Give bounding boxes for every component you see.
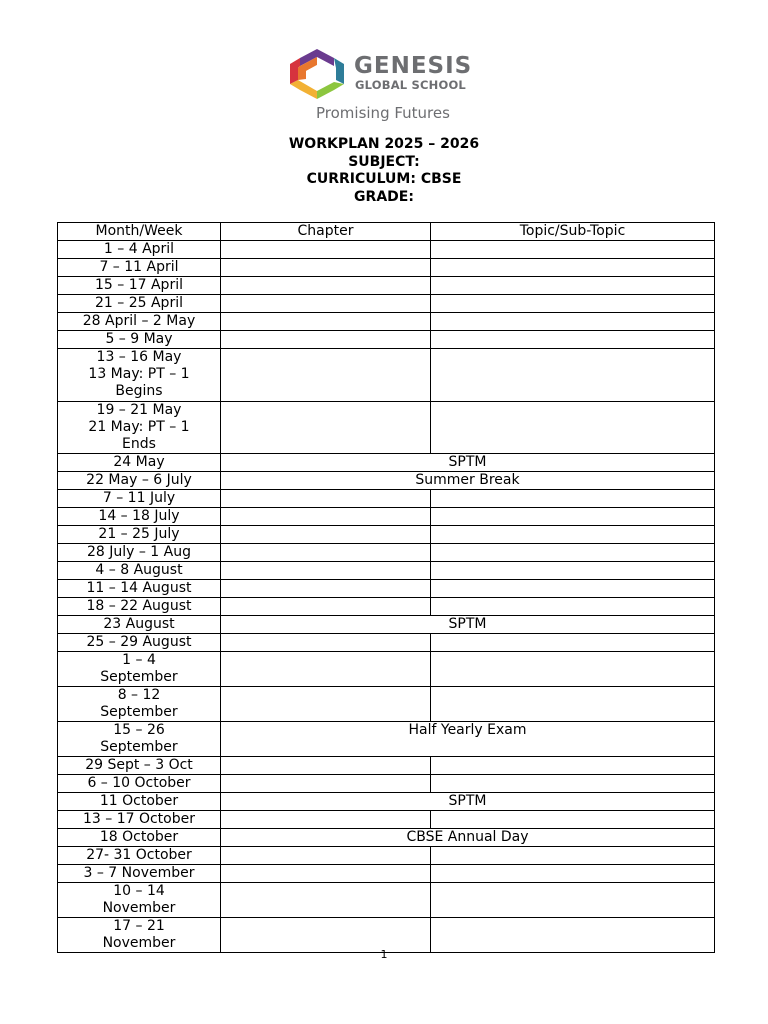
table-row bbox=[58, 616, 715, 634]
topic-cell bbox=[431, 277, 715, 295]
topic-cell bbox=[431, 490, 715, 508]
table-row bbox=[58, 687, 715, 722]
topic-cell bbox=[431, 241, 715, 259]
week-cell: 14 – 18 July bbox=[58, 508, 221, 526]
document-heading bbox=[0, 136, 768, 206]
table-row bbox=[58, 241, 715, 259]
table-row bbox=[58, 490, 715, 508]
chapter-cell bbox=[221, 402, 431, 454]
week-cell: 7 – 11 July bbox=[58, 490, 221, 508]
topic-cell bbox=[431, 295, 715, 313]
week-cell: 4 – 8 August bbox=[58, 562, 221, 580]
table-row bbox=[58, 562, 715, 580]
chapter-cell bbox=[221, 598, 431, 616]
week-cell: 11 October bbox=[58, 793, 221, 811]
chapter-cell bbox=[221, 259, 431, 277]
chapter-cell bbox=[221, 847, 431, 865]
topic-cell bbox=[431, 652, 715, 687]
table-row bbox=[58, 402, 715, 454]
week-cell: 18 October bbox=[58, 829, 221, 847]
heading-workplan: WORKPLAN 2025 – 2026 bbox=[288, 136, 480, 152]
table-row bbox=[58, 598, 715, 616]
chapter-cell bbox=[221, 544, 431, 562]
week-cell: 13 – 16 May 13 May: PT – 1 Begins bbox=[58, 349, 221, 402]
table-row bbox=[58, 454, 715, 472]
chapter-cell bbox=[221, 277, 431, 295]
week-cell: 28 July – 1 Aug bbox=[58, 544, 221, 562]
topic-cell bbox=[431, 757, 715, 775]
week-cell: 11 – 14 August bbox=[58, 580, 221, 598]
week-cell: 29 Sept – 3 Oct bbox=[58, 757, 221, 775]
chapter-cell bbox=[221, 883, 431, 918]
chapter-cell bbox=[221, 562, 431, 580]
topic-cell bbox=[431, 775, 715, 793]
event-cell: SPTM bbox=[221, 454, 715, 472]
chapter-cell bbox=[221, 652, 431, 687]
logo-tagline: Promising Futures bbox=[316, 104, 450, 122]
table-row bbox=[58, 277, 715, 295]
topic-cell bbox=[431, 634, 715, 652]
chapter-cell bbox=[221, 313, 431, 331]
topic-cell bbox=[431, 349, 715, 402]
week-cell: 13 – 17 October bbox=[58, 811, 221, 829]
week-cell: 17 – 21 November bbox=[58, 918, 221, 953]
table-row bbox=[58, 652, 715, 687]
table-row bbox=[58, 331, 715, 349]
event-cell: SPTM bbox=[221, 616, 715, 634]
topic-cell bbox=[431, 865, 715, 883]
chapter-cell bbox=[221, 757, 431, 775]
topic-cell bbox=[431, 562, 715, 580]
topic-cell bbox=[431, 331, 715, 349]
table-row bbox=[58, 259, 715, 277]
topic-cell bbox=[431, 687, 715, 722]
week-cell: 10 – 14 November bbox=[58, 883, 221, 918]
week-cell: 28 April – 2 May bbox=[58, 313, 221, 331]
week-cell: 7 – 11 April bbox=[58, 259, 221, 277]
week-cell: 21 – 25 April bbox=[58, 295, 221, 313]
chapter-cell bbox=[221, 295, 431, 313]
header-chapter: Chapter bbox=[221, 223, 431, 241]
chapter-cell bbox=[221, 811, 431, 829]
table-row bbox=[58, 722, 715, 757]
topic-cell bbox=[431, 883, 715, 918]
week-cell: 24 May bbox=[58, 454, 221, 472]
chapter-cell bbox=[221, 526, 431, 544]
topic-cell bbox=[431, 847, 715, 865]
school-logo bbox=[286, 46, 486, 124]
chapter-cell bbox=[221, 865, 431, 883]
week-cell: 6 – 10 October bbox=[58, 775, 221, 793]
event-cell: Summer Break bbox=[221, 472, 715, 490]
week-cell: 25 – 29 August bbox=[58, 634, 221, 652]
table-row bbox=[58, 349, 715, 402]
heading-curriculum: CURRICULUM: CBSE bbox=[306, 171, 462, 187]
topic-cell bbox=[431, 259, 715, 277]
table-row bbox=[58, 865, 715, 883]
table-row bbox=[58, 757, 715, 775]
header-topic: Topic/Sub-Topic bbox=[431, 223, 715, 241]
table-row bbox=[58, 313, 715, 331]
week-cell: 15 – 17 April bbox=[58, 277, 221, 295]
topic-cell bbox=[431, 402, 715, 454]
chapter-cell bbox=[221, 775, 431, 793]
topic-cell bbox=[431, 580, 715, 598]
table-row bbox=[58, 634, 715, 652]
topic-cell bbox=[431, 313, 715, 331]
table-row bbox=[58, 544, 715, 562]
topic-cell bbox=[431, 544, 715, 562]
workplan-table bbox=[57, 222, 715, 953]
chapter-cell bbox=[221, 331, 431, 349]
hexagon-logo-icon bbox=[286, 46, 348, 102]
table-row bbox=[58, 775, 715, 793]
logo-subname: GLOBAL SCHOOL bbox=[355, 78, 466, 92]
topic-cell bbox=[431, 526, 715, 544]
table-row bbox=[58, 526, 715, 544]
chapter-cell bbox=[221, 241, 431, 259]
topic-cell bbox=[431, 598, 715, 616]
table-row bbox=[58, 472, 715, 490]
table-row bbox=[58, 295, 715, 313]
heading-subject: SUBJECT: bbox=[348, 153, 420, 170]
week-cell: 5 – 9 May bbox=[58, 331, 221, 349]
week-cell: 8 – 12 September bbox=[58, 687, 221, 722]
table-row bbox=[58, 793, 715, 811]
table-row bbox=[58, 883, 715, 918]
topic-cell bbox=[431, 508, 715, 526]
week-cell: 15 – 26 September bbox=[58, 722, 221, 757]
logo-name: GENESIS bbox=[354, 53, 473, 79]
chapter-cell bbox=[221, 687, 431, 722]
event-cell: Half Yearly Exam bbox=[221, 722, 715, 757]
table-row bbox=[58, 847, 715, 865]
week-cell: 1 – 4 April bbox=[58, 241, 221, 259]
heading-grade: GRADE: bbox=[354, 188, 414, 205]
topic-cell bbox=[431, 811, 715, 829]
chapter-cell bbox=[221, 508, 431, 526]
event-cell: CBSE Annual Day bbox=[221, 829, 715, 847]
chapter-cell bbox=[221, 490, 431, 508]
page-number: 1 bbox=[380, 948, 388, 961]
week-cell: 22 May – 6 July bbox=[58, 472, 221, 490]
week-cell: 1 – 4 September bbox=[58, 652, 221, 687]
chapter-cell bbox=[221, 634, 431, 652]
week-cell: 21 – 25 July bbox=[58, 526, 221, 544]
table-row bbox=[58, 580, 715, 598]
week-cell: 3 – 7 November bbox=[58, 865, 221, 883]
header-month-week: Month/Week bbox=[58, 223, 221, 241]
week-cell: 27- 31 October bbox=[58, 847, 221, 865]
chapter-cell bbox=[221, 349, 431, 402]
week-cell: 18 – 22 August bbox=[58, 598, 221, 616]
table-row bbox=[58, 508, 715, 526]
week-cell: 19 – 21 May 21 May: PT – 1 Ends bbox=[58, 402, 221, 454]
chapter-cell bbox=[221, 580, 431, 598]
week-cell: 23 August bbox=[58, 616, 221, 634]
table-header-row bbox=[58, 223, 715, 241]
table-row bbox=[58, 829, 715, 847]
table-row bbox=[58, 811, 715, 829]
event-cell: SPTM bbox=[221, 793, 715, 811]
